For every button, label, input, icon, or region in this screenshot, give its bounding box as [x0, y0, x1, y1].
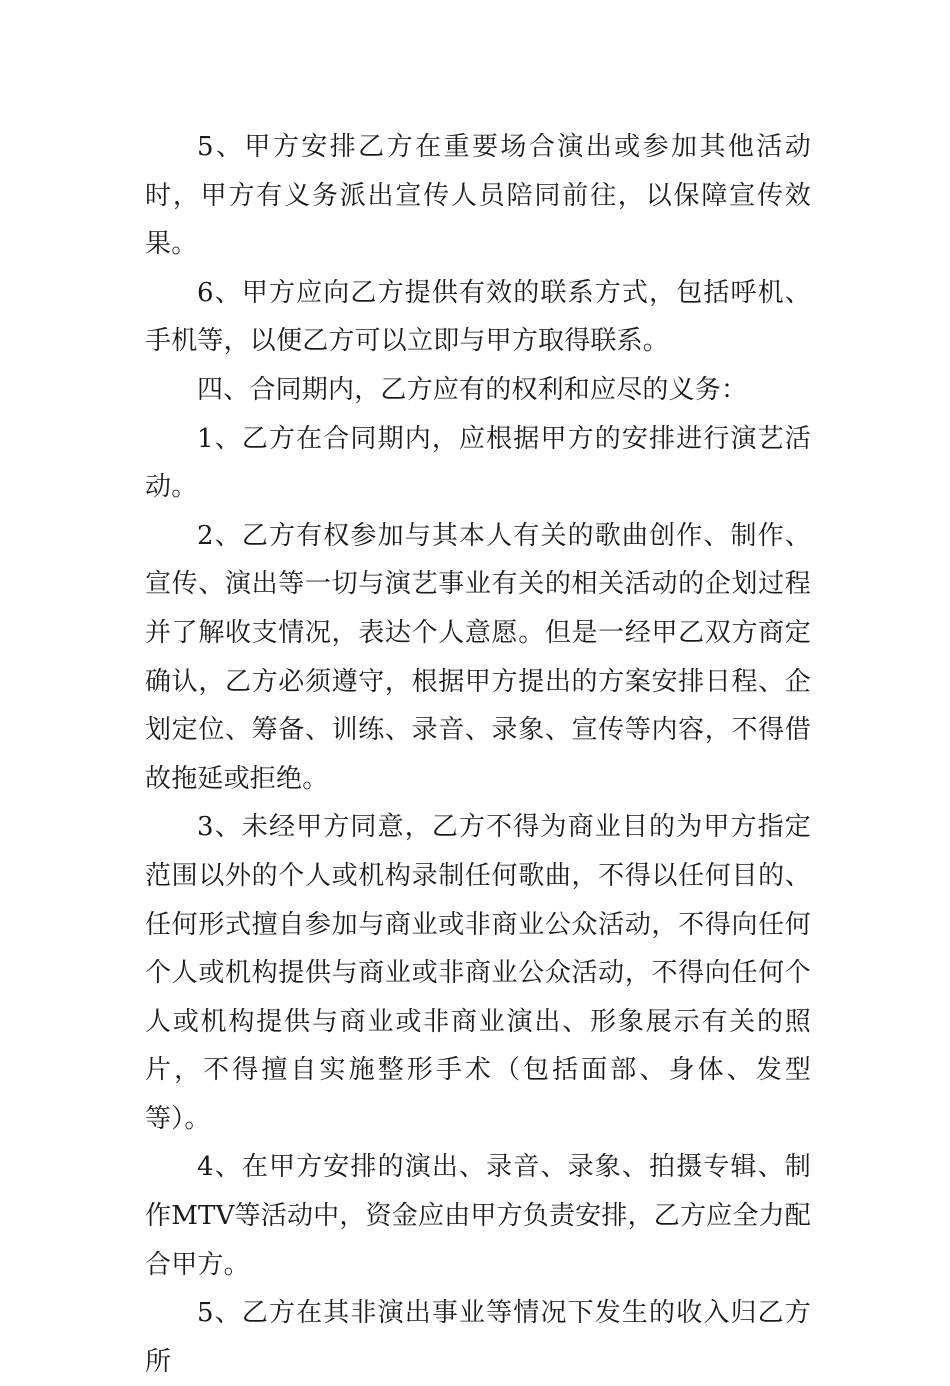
clause-4-1-paragraph: 1、乙方在合同期内，应根据甲方的安排进行演艺活动。: [145, 423, 811, 503]
clause-4-2-paragraph: 2、乙方有权参加与其本人有关的歌曲创作、制作、宣传、演出等一切与演艺事业有关的相关活动的企划过程并了解收支情况，表达个人意愿。但是一经甲乙双方商定确认，乙方必须遵守，根据甲方提出的方案安排日程、企划定位、筹备、训练、录音、录象、宣传等内容，不得借故拖延或拒绝。: [145, 520, 811, 794]
document-body: [145, 123, 811, 1386]
clause-4-5-paragraph: 5、乙方在其非演出事业等情况下发生的收入归乙方所: [145, 1298, 811, 1377]
clause-4-4-paragraph: 4、在甲方安排的演出、录音、录象、拍摄专辑、制作MTV等活动中，资金应由甲方负责安排，乙方应全力配合甲方。: [145, 1152, 811, 1280]
clause-3-5-paragraph: 5、甲方安排乙方在重要场合演出或参加其他活动时，甲方有义务派出宣传人员陪同前往，以保障宣传效果。: [145, 132, 811, 260]
clause-3-6-paragraph: 6、甲方应向乙方提供有效的联系方式，包括呼机、手机等，以便乙方可以立即与甲方取得联系。: [145, 277, 811, 357]
clause-4-3-paragraph: 3、未经甲方同意，乙方不得为商业目的为甲方指定范围以外的个人或机构录制任何歌曲，不得以任何目的、任何形式擅自参加与商业或非商业公众活动，不得向任何个人或机构提供与商业或非商业公众活动，不得向任何个人或机构提供与商业或非商业演出、形象展示有关的照片，不得擅自实施整形手术（包括面部、身体、发型等）。: [145, 812, 811, 1134]
section-4-heading: 四、合同期内，乙方应有的权利和应尽的义务：: [197, 374, 748, 405]
